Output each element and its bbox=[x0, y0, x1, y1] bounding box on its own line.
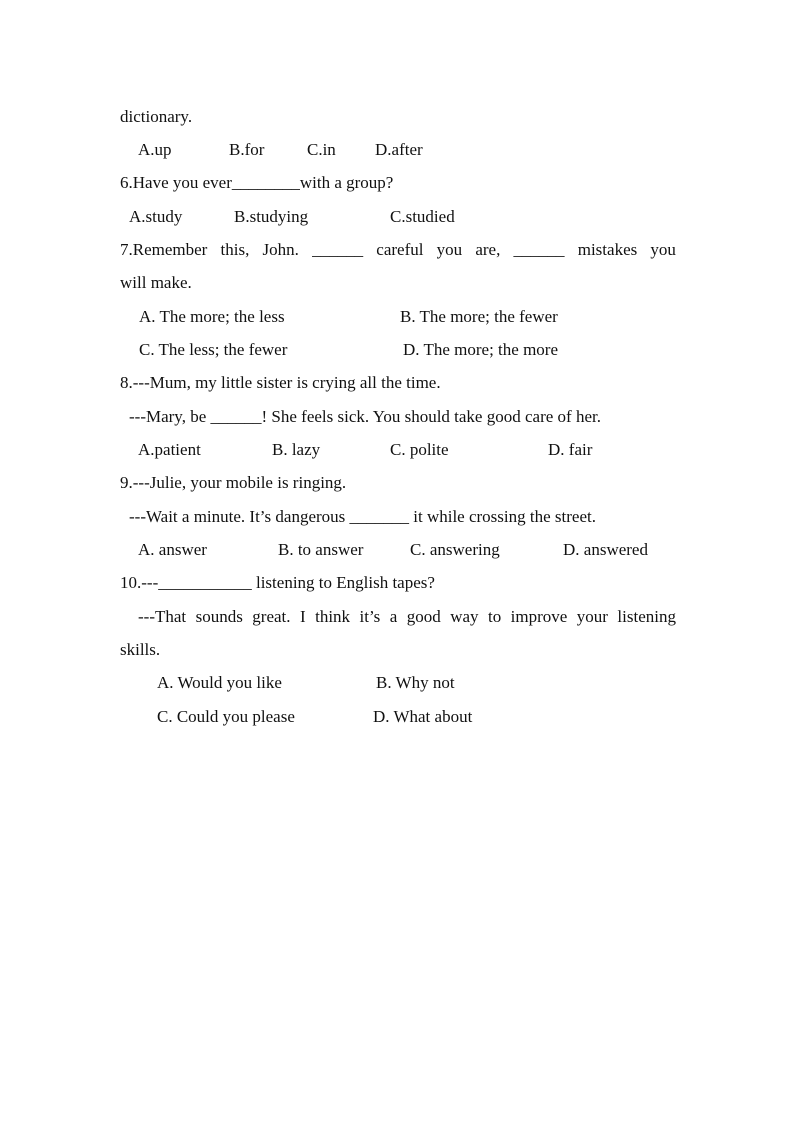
q9-option-c: C. answering bbox=[410, 540, 500, 559]
q7-word: John. bbox=[262, 240, 299, 259]
q10-word: a bbox=[389, 607, 398, 626]
q6-stem-before: 6.Have you ever bbox=[120, 173, 232, 192]
q7-blank-1: ______ bbox=[312, 240, 364, 259]
q7-option-c: C. The less; the fewer bbox=[139, 340, 288, 359]
q7-word: you bbox=[436, 240, 463, 259]
q10-word: ---That bbox=[138, 607, 187, 626]
q10-stem-line2 bbox=[138, 607, 676, 627]
q6-option-c: C.studied bbox=[390, 207, 455, 226]
q10-word: your bbox=[576, 607, 608, 626]
q5-option-b: B.for bbox=[229, 140, 265, 159]
q10-option-d: D. What about bbox=[373, 707, 473, 726]
q7-stem-line1 bbox=[120, 240, 676, 260]
q10-stem-line3: skills. bbox=[120, 640, 161, 659]
q6-blank: ________ bbox=[231, 173, 300, 192]
q8-stem-line1: 8.---Mum, my little sister is crying all the time. bbox=[120, 373, 441, 392]
q10-word: good bbox=[406, 607, 441, 626]
q7-option-b: B. The more; the fewer bbox=[400, 307, 558, 326]
q5-stem-tail: dictionary. bbox=[120, 107, 193, 126]
q10-option-a: A. Would you like bbox=[157, 673, 282, 692]
q9-option-d: D. answered bbox=[563, 540, 648, 559]
q7-stem-line2: will make. bbox=[120, 273, 192, 292]
q10-word: it’s bbox=[359, 607, 381, 626]
q8-option-d: D. fair bbox=[548, 440, 593, 459]
q7-word: this, bbox=[220, 240, 250, 259]
q5-option-a: A.up bbox=[138, 140, 172, 159]
q8-option-c: C. polite bbox=[390, 440, 449, 459]
q10-stem-line1: 10.---___________ listening to English tapes? bbox=[120, 573, 435, 592]
q10-word: sounds bbox=[195, 607, 243, 626]
q10-option-b: B. Why not bbox=[376, 673, 455, 692]
q10-word: way bbox=[450, 607, 479, 626]
q7-word: careful bbox=[376, 240, 424, 259]
q7-word: are, bbox=[475, 240, 501, 259]
q6-stem-after: with a group? bbox=[299, 173, 394, 192]
q7-word: 7.Remember bbox=[120, 240, 208, 259]
q6-option-a: A.study bbox=[129, 207, 183, 226]
q9-option-a: A. answer bbox=[138, 540, 207, 559]
q9-stem-line1: 9.---Julie, your mobile is ringing. bbox=[120, 473, 347, 492]
q10-word: I bbox=[299, 607, 306, 626]
q7-blank-2: ______ bbox=[513, 240, 565, 259]
q10-option-c: C. Could you please bbox=[157, 707, 295, 726]
q10-word: think bbox=[315, 607, 351, 626]
q8-option-b: B. lazy bbox=[272, 440, 321, 459]
q10-word: great. bbox=[252, 607, 291, 626]
q8-option-a: A.patient bbox=[138, 440, 201, 459]
q7-option-d: D. The more; the more bbox=[403, 340, 559, 359]
q10-word: to bbox=[487, 607, 502, 626]
q9-stem-line2: ---Wait a minute. It’s dangerous _______ it while crossing the street. bbox=[129, 507, 596, 526]
q9-option-b: B. to answer bbox=[278, 540, 364, 559]
q7-option-a: A. The more; the less bbox=[139, 307, 285, 326]
q6-stem bbox=[120, 173, 393, 193]
q10-word: listening bbox=[617, 607, 676, 626]
q6-option-b: B.studying bbox=[234, 207, 309, 226]
q7-word: mistakes bbox=[577, 240, 638, 259]
q5-option-d: D.after bbox=[375, 140, 423, 159]
q10-word: improve bbox=[510, 607, 568, 626]
q8-stem-line2: ---Mary, be ______! She feels sick. You should take good care of her. bbox=[129, 407, 601, 426]
q7-word: you bbox=[650, 240, 676, 259]
q5-option-c: C.in bbox=[307, 140, 336, 159]
